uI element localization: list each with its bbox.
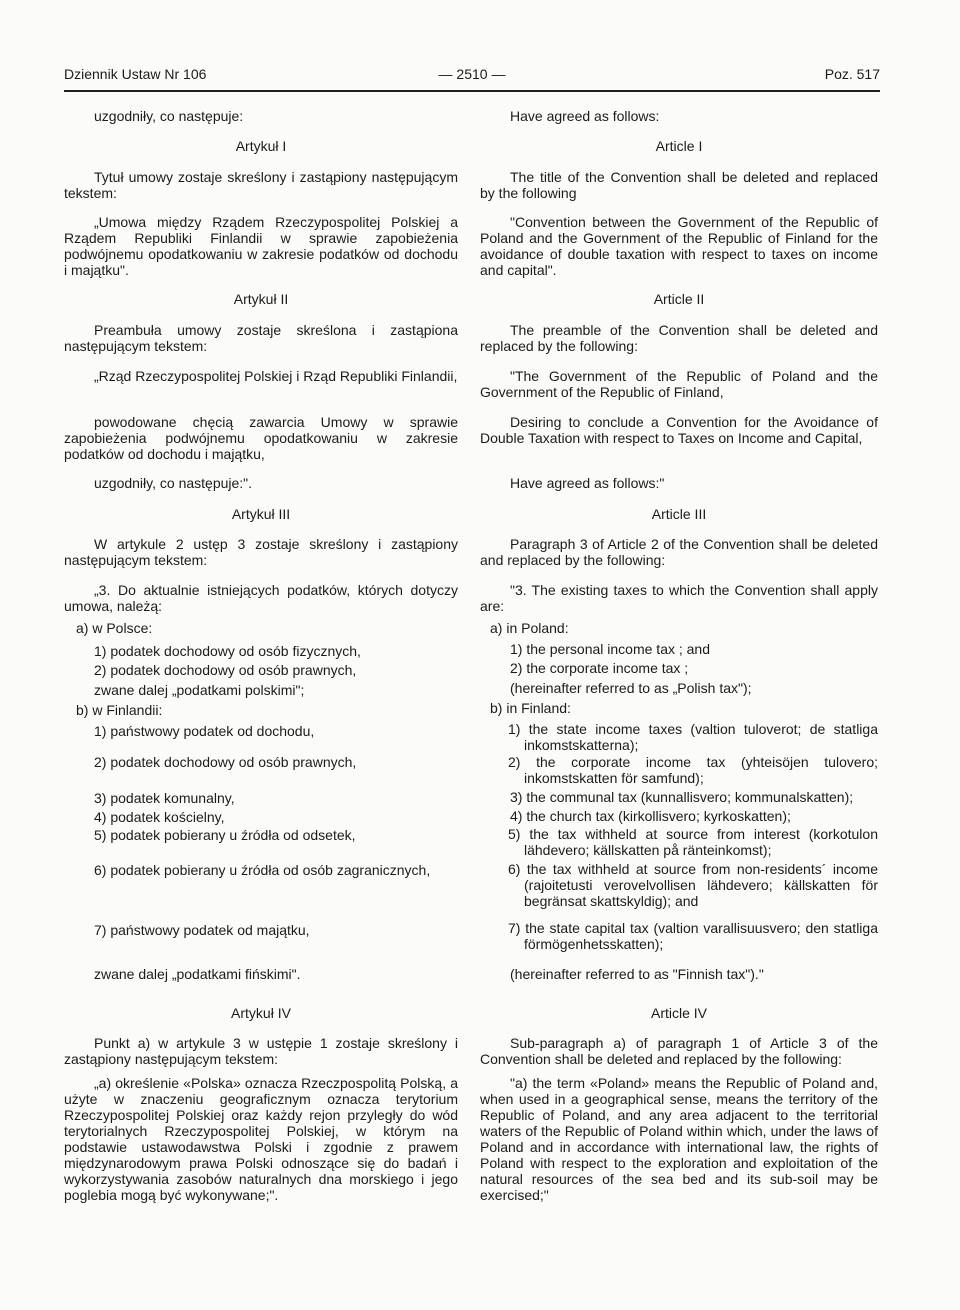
paragraph: uzgodniły, co następuje:". bbox=[94, 475, 253, 491]
list-item: 1) podatek dochodowy od osób fizycznych, bbox=[94, 643, 361, 659]
list-item: a) w Polsce: bbox=[76, 620, 153, 636]
paragraph: uzgodniły, co następuje: bbox=[94, 108, 244, 124]
paragraph: The title of the Convention shall be deleted and replaced by the following bbox=[480, 169, 878, 201]
article-heading: Artykuł IV bbox=[231, 1005, 291, 1021]
article-heading: Article I bbox=[655, 138, 703, 154]
paragraph: powodowane chęcią zawarcia Umowy w sprawie zapobieżenia podwójnemu opodatkowaniu w zakresie podatków od dochodu i majątku, bbox=[64, 414, 458, 462]
paragraph: W artykule 2 ustęp 3 zostaje skreślony i zastąpiony następującym tekstem: bbox=[64, 536, 458, 568]
paragraph: "a) the term «Poland» means the Republic of Poland and, when used in a geographical sense, means the territory of the Republic of Poland, and any area adjacent to the territorial waters of the Republic of Poland within which, under the laws of Poland and in accordance with international law, the rights of Poland with respect to the exploration and exploitation of the natural resources of the sea bed and its sub-soil may be exercised;" bbox=[480, 1075, 878, 1203]
position-number: Poz. 517 bbox=[824, 66, 880, 82]
paragraph: Sub-paragraph a) of paragraph 1 of Article 3 of the Convention shall be deleted and replaced by the following: bbox=[480, 1035, 878, 1067]
article-heading: Artykuł II bbox=[233, 291, 289, 307]
paragraph: Paragraph 3 of Article 2 of the Convention shall be deleted and replaced by the following: bbox=[480, 536, 878, 568]
page-header bbox=[64, 66, 880, 86]
paragraph: „a) określenie «Polska» oznacza Rzeczpospolitą Polską, a użyte w znaczeniu geograficznym oznacza terytorium Rzeczypospolitej Polskiej oraz każdy rejon przyległy do wód terytorialnych Rzeczypospolitej Polskiej, w którym na podstawie ustawodawstwa Polski i zgodnie z prawem międzynarodowym prawa Polski odnoszące się do badań i wykorzystywania zasobów naturalnych dna morskiego i jego poglebia mogą być wykonywane;". bbox=[64, 1075, 458, 1203]
paragraph: „3. Do aktualnie istniejących podatków, których dotyczy umowa, należą: bbox=[64, 582, 458, 614]
paragraph: The preamble of the Convention shall be deleted and replaced by the following: bbox=[480, 322, 878, 354]
list-item: zwane dalej „podatkami fińskimi". bbox=[94, 966, 301, 982]
list-item: 3) the communal tax (kunnallisvero; kommunalskatten); bbox=[510, 789, 854, 805]
list-item: zwane dalej „podatkami polskimi"; bbox=[94, 682, 305, 698]
list-item: (hereinafter referred to as „Polish tax"); bbox=[510, 680, 752, 696]
list-item: 7) the state capital tax (valtion varallisuusvero; den statliga förmögenhetsskatten); bbox=[508, 920, 878, 952]
paragraph: „Rząd Rzeczypospolitej Polskiej i Rząd Republiki Finlandii, bbox=[94, 368, 458, 384]
list-item: 4) podatek kościelny, bbox=[94, 809, 225, 825]
list-item: a) in Poland: bbox=[490, 620, 569, 636]
article-heading: Article IV bbox=[650, 1005, 707, 1021]
paragraph: Have agreed as follows: bbox=[510, 108, 660, 124]
list-item: 2) podatek dochodowy od osób prawnych, bbox=[94, 754, 357, 770]
paragraph: Punkt a) w artykule 3 w ustępie 1 zostaje skreślony i zastąpiony następującym tekstem: bbox=[64, 1035, 458, 1067]
page-number: — 2510 — bbox=[438, 66, 506, 82]
paragraph: „Umowa między Rządem Rzeczypospolitej Polskiej a Rządem Republiki Finlandii w sprawie zapobieżenia podwójnemu opodatkowaniu w zakresie podatków od dochodu i majątku". bbox=[64, 214, 458, 278]
list-item: 7) państwowy podatek od majątku, bbox=[94, 922, 310, 938]
paragraph: "Convention between the Government of the Republic of Poland and the Government of the Republic of Finland for the avoidance of double taxation with respect to taxes on income and capital". bbox=[480, 214, 878, 278]
list-item: 6) podatek pobierany u źródła od osób zagranicznych, bbox=[94, 862, 431, 878]
paragraph: Have agreed as follows:" bbox=[510, 475, 665, 491]
list-item: b) w Finlandii: bbox=[76, 702, 163, 718]
list-item: 5) podatek pobierany u źródła od odsetek, bbox=[94, 827, 356, 843]
list-item: (hereinafter referred to as "Finnish tax")." bbox=[510, 966, 764, 982]
list-item: 2) podatek dochodowy od osób prawnych, bbox=[94, 662, 357, 678]
header-rule bbox=[64, 90, 880, 92]
paragraph: "3. The existing taxes to which the Convention shall apply are: bbox=[480, 582, 878, 614]
list-item: 4) the church tax (kirkollisvero; kyrkoskatten); bbox=[510, 808, 791, 824]
list-item: 1) the personal income tax ; and bbox=[510, 641, 711, 657]
paragraph: Preambuła umowy zostaje skreślona i zastąpiona następującym tekstem: bbox=[64, 322, 458, 354]
list-item: 1) państwowy podatek od dochodu, bbox=[94, 723, 315, 739]
journal-title: Dziennik Ustaw Nr 106 bbox=[64, 66, 207, 82]
list-item: 5) the tax withheld at source from interest (korkotulon lähdevero; källskatten på ränteinkomst); bbox=[508, 826, 878, 858]
article-heading: Artykuł I bbox=[235, 138, 287, 154]
paragraph: Tytuł umowy zostaje skreślony i zastąpiony następującym tekstem: bbox=[64, 169, 458, 201]
article-heading: Artykuł III bbox=[231, 506, 291, 522]
list-item: 2) the corporate income tax (yhteisöjen tulovero; inkomstskatten för samfund); bbox=[508, 754, 878, 786]
paragraph: "The Government of the Republic of Poland and the Government of the Republic of Finland, bbox=[480, 368, 878, 400]
list-item: 1) the state income taxes (valtion tuloverot; de statliga inkomstskatterna); bbox=[508, 721, 878, 753]
article-heading: Article III bbox=[651, 506, 707, 522]
list-item: 6) the tax withheld at source from non-residents´ income (rajoitetusti verovelvollisen lähdevero; källskatten för begränsat skattskyldig); and bbox=[508, 861, 878, 909]
list-item: 3) podatek komunalny, bbox=[94, 790, 235, 806]
paragraph: Desiring to conclude a Convention for the Avoidance of Double Taxation with respect to Taxes on Income and Capital, bbox=[480, 414, 878, 446]
list-item: b) in Finland: bbox=[490, 700, 571, 716]
list-item: 2) the corporate income tax ; bbox=[510, 660, 689, 676]
article-heading: Article II bbox=[653, 291, 705, 307]
